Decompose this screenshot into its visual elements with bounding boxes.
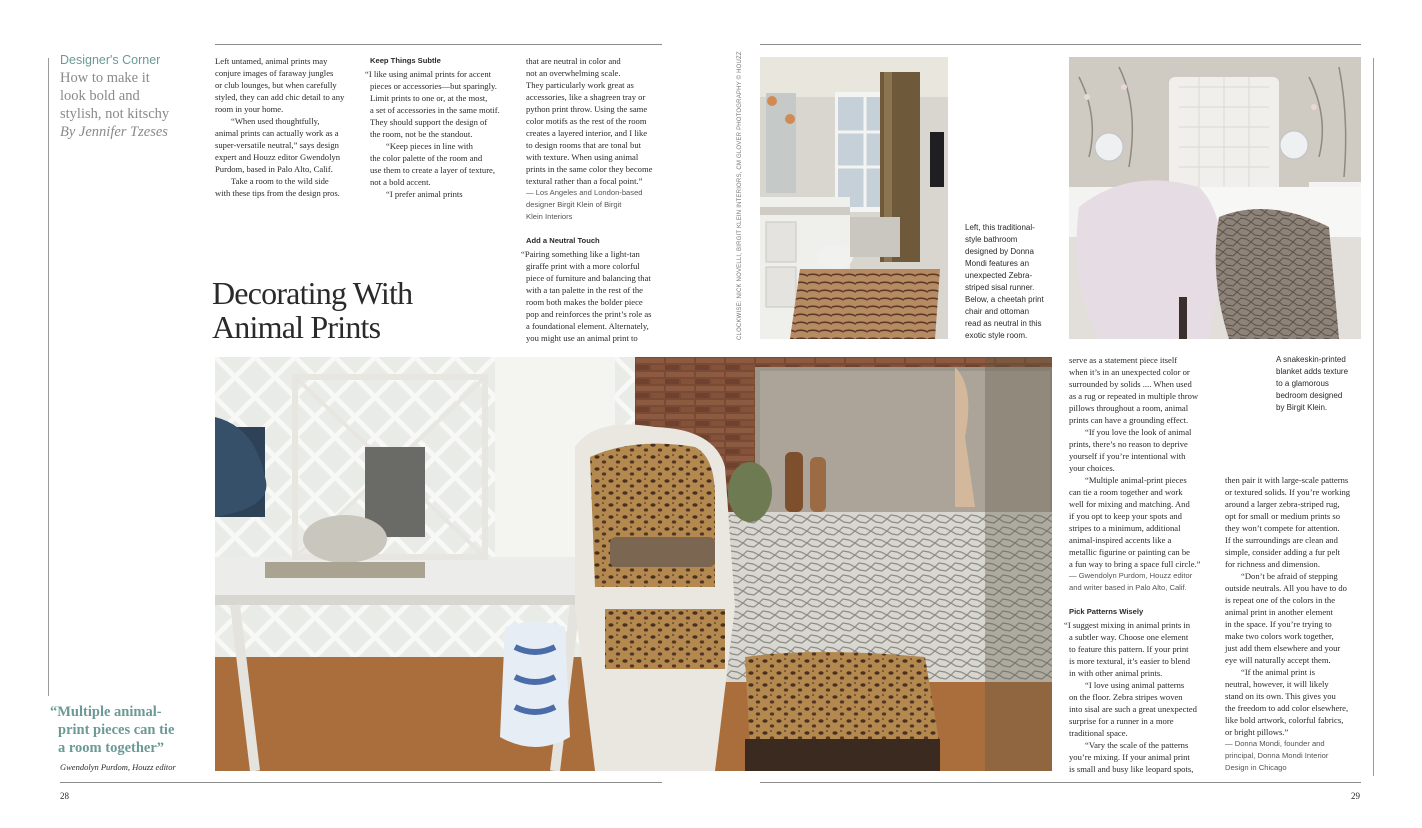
text-line: around a larger zebra-striped rug, bbox=[1225, 499, 1340, 509]
text-line: simple, consider adding a fur pelt bbox=[1225, 547, 1341, 557]
living-room-photo bbox=[215, 357, 1052, 771]
text-line: super-versatile neutral,” says design bbox=[215, 140, 339, 150]
bottom-rule-right bbox=[760, 782, 1361, 783]
attribution-line: — Los Angeles and London-based bbox=[526, 188, 643, 197]
text-line: animal prints can actually work as a bbox=[215, 128, 339, 138]
attribution-line: and writer based in Palo Alto, Calif. bbox=[1069, 583, 1187, 592]
photo-credit bbox=[734, 51, 746, 340]
deck-line: How to make it bbox=[60, 70, 150, 86]
text-line: animal print in another element bbox=[1225, 607, 1333, 617]
bottom-rule-left bbox=[60, 782, 662, 783]
text-line: or textured solids. If you’re working bbox=[1225, 487, 1351, 497]
text-line: prints in the same color they become bbox=[526, 164, 653, 174]
caption-line: Below, a cheetah print bbox=[965, 295, 1044, 304]
text-line: room both makes the bolder piece bbox=[526, 297, 643, 307]
text-line: surrounded by solids .... When used bbox=[1069, 379, 1192, 389]
subheading: Pick Patterns Wisely bbox=[1069, 607, 1144, 616]
caption-line: striped sisal runner. bbox=[965, 283, 1035, 292]
text-line: can tie a room together and work bbox=[1069, 487, 1183, 497]
text-line: prints, there’s no reason to deprive bbox=[1069, 439, 1188, 449]
article-title bbox=[212, 276, 512, 344]
text-line: pillows throughout a room, animal bbox=[1069, 403, 1189, 413]
text-line: with texture. When using animal bbox=[526, 152, 639, 162]
pull-quote-attribution: Gwendolyn Purdom, Houzz editor bbox=[60, 762, 176, 772]
text-line: a foundational element. Alternately, bbox=[526, 321, 649, 331]
left-margin-rule bbox=[48, 58, 49, 696]
text-line: “If the animal print is bbox=[1241, 667, 1315, 677]
text-line: stand on its own. This gives you bbox=[1225, 691, 1336, 701]
text-line: then pair it with large-scale patterns bbox=[1225, 475, 1349, 485]
caption-line: read as neutral in this bbox=[965, 319, 1042, 328]
text-line: “I suggest mixing in animal prints in bbox=[1064, 620, 1191, 630]
text-line: “Pairing something like a light-tan bbox=[521, 249, 640, 259]
body-column-4 bbox=[1064, 354, 1219, 775]
text-line: “I love using animal patterns bbox=[1085, 680, 1185, 690]
text-line: the freedom to add color elsewhere, bbox=[1225, 703, 1349, 713]
title-line: Decorating With bbox=[212, 275, 413, 311]
text-line: They particularly work great as bbox=[526, 80, 634, 90]
text-line: “Vary the scale of the patterns bbox=[1085, 740, 1189, 750]
text-line: your choices. bbox=[1069, 463, 1115, 473]
page-number-left: 28 bbox=[60, 791, 69, 801]
body-column-2 bbox=[365, 55, 515, 200]
caption-line: to a glamorous bbox=[1276, 379, 1329, 388]
top-rule-left bbox=[215, 44, 662, 45]
text-line: a subtler way. Choose one element bbox=[1069, 632, 1189, 642]
text-line: that are neutral in color and bbox=[526, 56, 621, 66]
text-line: “Keep pieces in line with bbox=[386, 141, 473, 151]
text-line: just add them elsewhere and your bbox=[1225, 643, 1341, 653]
text-line: Limit prints to one or, at the most, bbox=[370, 93, 488, 103]
text-line: eye will naturally accept them. bbox=[1225, 655, 1331, 665]
top-rule-right bbox=[760, 44, 1361, 45]
text-line: textural rather than a focal point.” bbox=[526, 176, 643, 186]
caption-line: bedroom designed bbox=[1276, 391, 1343, 400]
text-line: well for mixing and matching. And bbox=[1069, 499, 1190, 509]
text-line: in with other animal prints. bbox=[1069, 668, 1163, 678]
text-line: color motifs as the rest of the room bbox=[526, 116, 647, 126]
text-line: Purdom, based in Palo Alto, Calif. bbox=[215, 164, 333, 174]
body-column-1 bbox=[215, 55, 360, 199]
text-line: stripes to a minimum, additional bbox=[1069, 523, 1181, 533]
text-line: neutral, however, it will likely bbox=[1225, 679, 1329, 689]
pull-quote-line: “Multiple animal- bbox=[50, 704, 162, 720]
text-line: not a bold accent. bbox=[370, 177, 431, 187]
bathroom-illustration bbox=[760, 57, 948, 339]
section-kicker: Designer's Corner bbox=[60, 53, 161, 67]
text-line: with these tips from the design pros. bbox=[215, 188, 340, 198]
pull-quote bbox=[50, 703, 190, 757]
text-line: to design rooms that are tonal but bbox=[526, 140, 642, 150]
text-line: They should support the design of bbox=[370, 117, 488, 127]
living-room-illustration bbox=[215, 357, 1052, 771]
text-line: prints can have a grounding effect. bbox=[1069, 415, 1189, 425]
text-line: outside neutrals. All you have to do bbox=[1225, 583, 1347, 593]
caption-line: by Birgit Klein. bbox=[1276, 403, 1328, 412]
text-line: the room, not be the standout. bbox=[370, 129, 473, 139]
pull-quote-line: a room together” bbox=[58, 740, 165, 756]
right-margin-rule bbox=[1373, 58, 1374, 776]
caption-line: exotic style room. bbox=[965, 331, 1028, 340]
text-line: opt for small or medium prints so bbox=[1225, 511, 1341, 521]
caption-line: A snakeskin-printed bbox=[1276, 355, 1346, 364]
text-line: creates a layered interior, and I like bbox=[526, 128, 648, 138]
text-line: “I like using animal prints for accent bbox=[365, 69, 491, 79]
deck-line: look bold and bbox=[60, 88, 140, 104]
bedroom-photo bbox=[1069, 57, 1361, 339]
photo-credit-text: CLOCKWISE: NICK NOVELLI, BIRGIT KLEIN INTERIORS, CM GLOVER PHOTOGRAPHY © HOUZZ bbox=[737, 51, 743, 340]
text-line: if you opt to keep your spots and bbox=[1069, 511, 1182, 521]
attribution-line: Design in Chicago bbox=[1225, 763, 1287, 772]
page-number-right: 29 bbox=[1351, 791, 1360, 801]
text-line: yourself if you’re intentional with bbox=[1069, 451, 1186, 461]
deck-line: stylish, not kitschy bbox=[60, 106, 170, 122]
text-line: metallic figurine or painting can be bbox=[1069, 547, 1190, 557]
text-line: serve as a statement piece itself bbox=[1069, 355, 1178, 365]
text-line: use them to create a layer of texture, bbox=[370, 165, 496, 175]
article-deck bbox=[60, 69, 200, 123]
caption-line: Left, this traditional- bbox=[965, 223, 1035, 232]
text-line: they won’t compete for attention. bbox=[1225, 523, 1340, 533]
text-line: piece of furniture and balancing that bbox=[526, 273, 651, 283]
title-line: Animal Prints bbox=[212, 309, 381, 345]
text-line: conjure images of faraway jungles bbox=[215, 68, 334, 78]
text-line: Left untamed, animal prints may bbox=[215, 56, 328, 66]
text-line: you might use an animal print to bbox=[526, 333, 638, 343]
text-line: as a rug or repeated in multiple throw bbox=[1069, 391, 1199, 401]
caption-line: unexpected Zebra- bbox=[965, 271, 1033, 280]
text-line: is repeat one of the colors in the bbox=[1225, 595, 1336, 605]
caption-line: style bathroom bbox=[965, 235, 1018, 244]
text-line: when it’s in an unexpected color or bbox=[1069, 367, 1190, 377]
text-line: not an overwhelming scale. bbox=[526, 68, 621, 78]
text-line: with a tan palette in the rest of the bbox=[526, 285, 643, 295]
text-line: a fun way to bring a space full circle.” bbox=[1069, 559, 1201, 569]
byline: By Jennifer Tzeses bbox=[60, 124, 168, 140]
text-line: to feature this pattern. If your print bbox=[1069, 644, 1189, 654]
body-column-3 bbox=[521, 55, 671, 344]
text-line: like bold artwork, colorful fabrics, bbox=[1225, 715, 1344, 725]
caption-line: Mondi features an bbox=[965, 259, 1030, 268]
bedroom-illustration bbox=[1069, 57, 1361, 339]
attribution-line: designer Birgit Klein of Birgit bbox=[526, 200, 622, 209]
text-line: “Don’t be afraid of stepping bbox=[1241, 571, 1338, 581]
text-line: is small and busy like leopard spots, bbox=[1069, 764, 1194, 774]
text-line: “When used thoughtfully, bbox=[231, 116, 320, 126]
caption-line: designed by Donna bbox=[965, 247, 1034, 256]
subheading: Add a Neutral Touch bbox=[526, 236, 600, 245]
text-line: “I prefer animal prints bbox=[386, 189, 463, 199]
caption-bathroom bbox=[965, 222, 1065, 342]
text-line: “If you love the look of animal bbox=[1085, 427, 1192, 437]
text-line: or bright pillows.” bbox=[1225, 727, 1289, 737]
text-line: make two colors work together, bbox=[1225, 631, 1334, 641]
attribution-line: Klein Interiors bbox=[526, 212, 573, 221]
caption-line: chair and ottoman bbox=[965, 307, 1030, 316]
text-line: the color palette of the room and bbox=[370, 153, 483, 163]
text-line: into sisal are such a great unexpected bbox=[1069, 704, 1197, 714]
text-line: python print throw. Using the same bbox=[526, 104, 648, 114]
text-line: room in your home. bbox=[215, 104, 284, 114]
attribution-line: — Donna Mondi, founder and bbox=[1225, 739, 1325, 748]
bathroom-photo bbox=[760, 57, 948, 339]
pull-quote-line: print pieces can tie bbox=[58, 722, 175, 738]
text-line: styled, they can add chic detail to any bbox=[215, 92, 345, 102]
text-line: pieces or accessories—but sparingly. bbox=[370, 81, 497, 91]
text-line: surprise for a runner in a more bbox=[1069, 716, 1174, 726]
text-line: accessories, like a shagreen tray or bbox=[526, 92, 646, 102]
caption-line: blanket adds texture bbox=[1276, 367, 1349, 376]
text-line: “Multiple animal-print pieces bbox=[1085, 475, 1187, 485]
text-line: a set of accessories in the same motif. bbox=[370, 105, 500, 115]
text-line: you’re mixing. If your animal print bbox=[1069, 752, 1190, 762]
text-line: is more textural, it’s easier to blend bbox=[1069, 656, 1190, 666]
text-line: giraffe print with a more colorful bbox=[526, 261, 640, 271]
text-line: Take a room to the wild side bbox=[231, 176, 329, 186]
designers-corner-sidebar bbox=[60, 53, 200, 141]
body-column-5 bbox=[1225, 474, 1370, 774]
text-line: in the space. If you’re trying to bbox=[1225, 619, 1332, 629]
text-line: animal-inspired accents like a bbox=[1069, 535, 1172, 545]
attribution-line: — Gwendolyn Purdom, Houzz editor bbox=[1069, 571, 1193, 580]
text-line: If the surroundings are clean and bbox=[1225, 535, 1338, 545]
text-line: for richness and dimension. bbox=[1225, 559, 1320, 569]
text-line: or club lounges, but when carefully bbox=[215, 80, 337, 90]
text-line: on the floor. Zebra stripes woven bbox=[1069, 692, 1183, 702]
caption-bedroom bbox=[1276, 354, 1366, 414]
subheading: Keep Things Subtle bbox=[370, 56, 441, 65]
text-line: expert and Houzz editor Gwendolyn bbox=[215, 152, 341, 162]
attribution-line: principal, Donna Mondi Interior bbox=[1225, 751, 1329, 760]
text-line: traditional space. bbox=[1069, 728, 1128, 738]
text-line: pop and reinforces the print’s role as bbox=[526, 309, 652, 319]
